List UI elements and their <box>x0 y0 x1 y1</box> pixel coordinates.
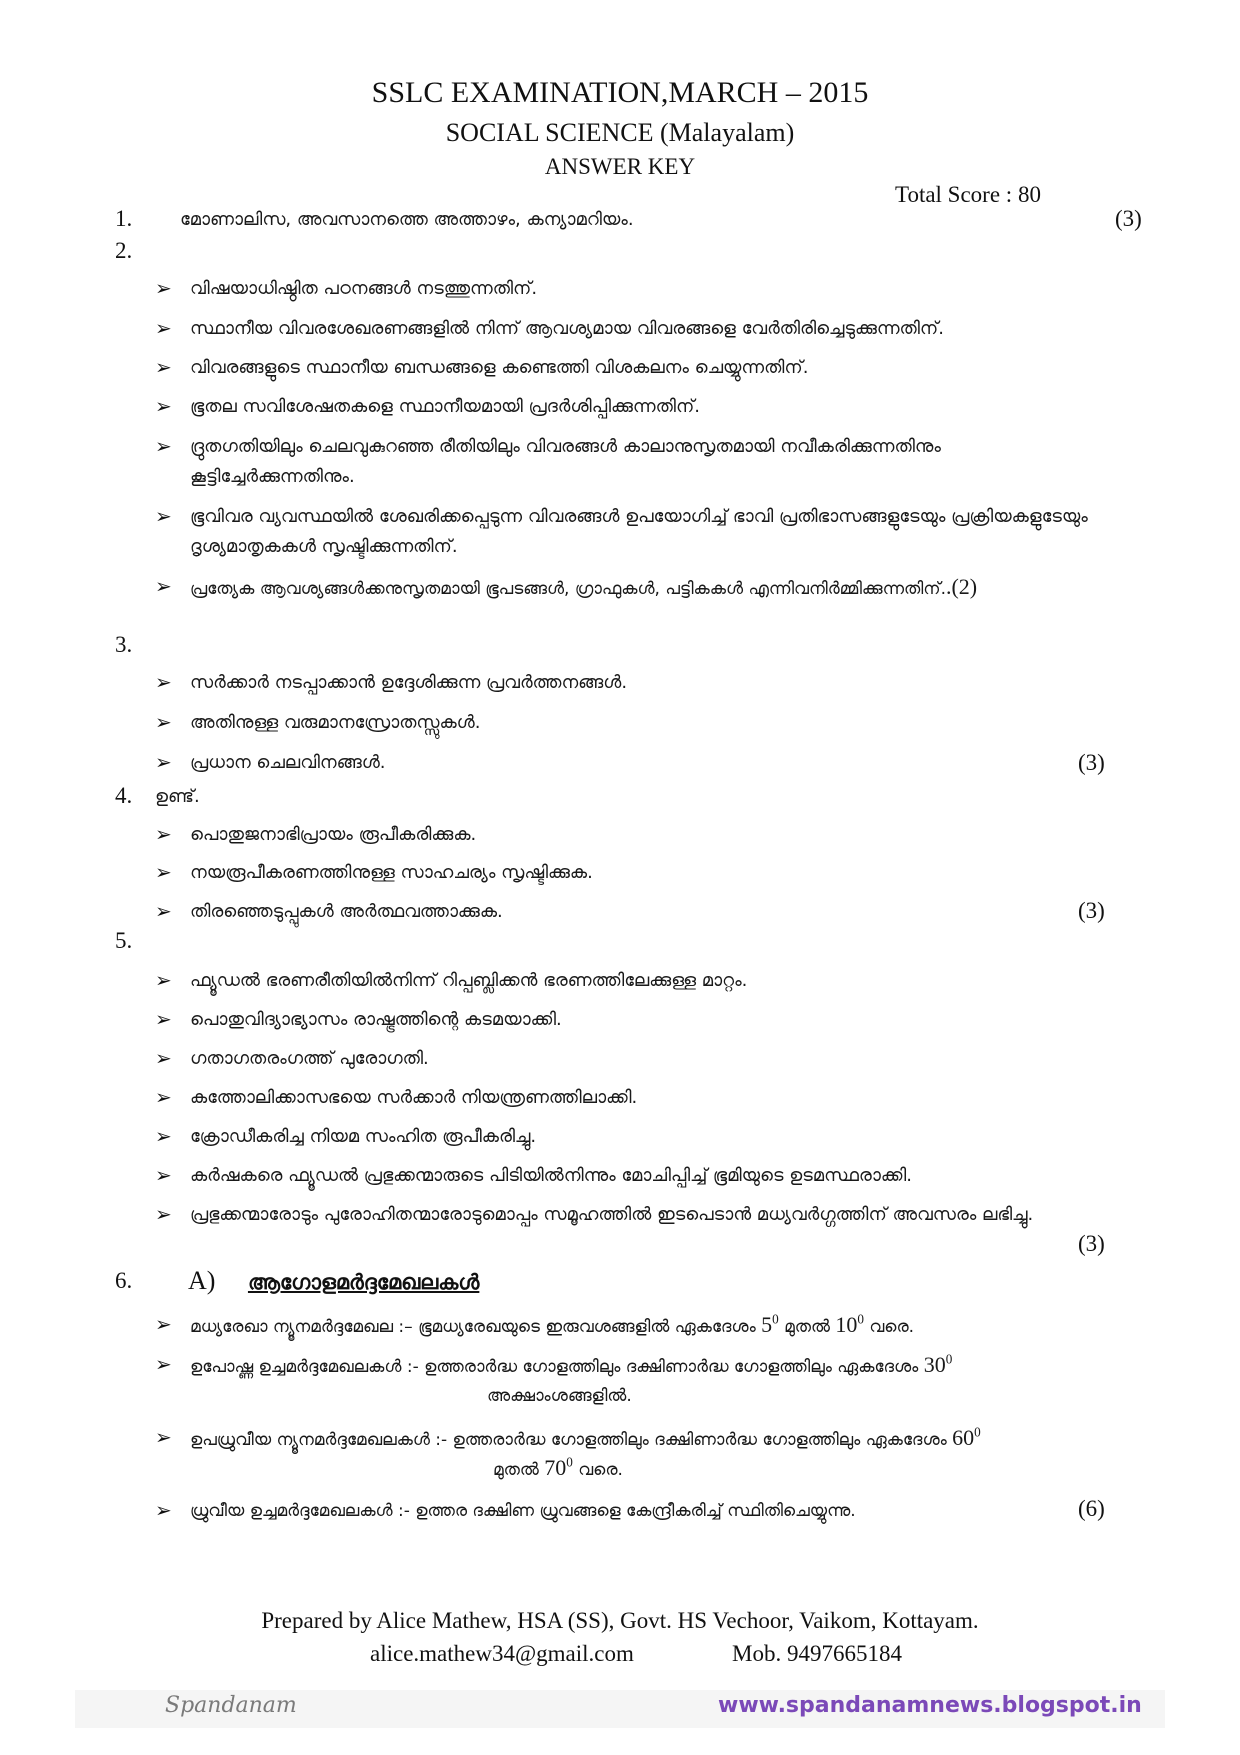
latitude-value: 30 <box>923 1352 946 1377</box>
answer-text: മുതൽ <box>784 1317 830 1337</box>
latitude-value: 10 <box>835 1312 858 1337</box>
score-mark: (3) <box>1078 750 1105 775</box>
answer-text: പ്രഭുക്കന്മാരോടും പുരോഹിതന്മാരോടുമൊപ്പം സമൂഹത്തിൽ ഇടപെടാൻ മധ്യവർഗ്ഗത്തിന് അവസരം ലഭിച്ചു. <box>190 1204 1034 1225</box>
answer-text: ധ്രുവീയ ഉച്ചമർദ്ദമേഖലകൾ :- ഉത്തര ദക്ഷിണ ധ്രുവങ്ങളെ കേന്ദ്രീകരിച്ച് സ്ഥിതിചെയ്യുന്നു. <box>190 1501 856 1521</box>
answer-text: അക്ഷാംശങ്ങളിൽ. <box>487 1386 632 1406</box>
degree-mark: 0 <box>772 1311 779 1327</box>
answer-text: വരെ. <box>578 1460 623 1480</box>
arrow-bullet-icon: ➢ <box>155 434 172 458</box>
author-mobile: Mob. 9497665184 <box>732 1641 902 1666</box>
answer-text: ഫ്യൂഡൽ ഭരണരീതിയിൽനിന്ന് റിപ്പബ്ലിക്കൻ ഭരണത്തിലേക്കുള്ള മാറ്റം. <box>190 970 748 991</box>
document-subtitle: SOCIAL SCIENCE (Malayalam) <box>445 118 795 147</box>
list-item <box>155 502 1095 562</box>
arrow-bullet-icon: ➢ <box>155 1425 172 1449</box>
answer-text: തിരഞ്ഞെടുപ്പുകൾ അർത്ഥവത്താക്കുക. <box>190 901 503 922</box>
arrow-bullet-icon: ➢ <box>155 1312 172 1336</box>
list-item <box>155 1122 1155 1152</box>
section-title: ആഗോളമർദ്ദമേഖലകൾ <box>247 1270 480 1294</box>
question-number: 3. <box>115 632 133 657</box>
list-item <box>155 1083 1155 1113</box>
arrow-bullet-icon: ➢ <box>155 860 172 884</box>
answer-text: ഉപോഷ്ണ ഉച്ചമർദ്ദമേഖലകൾ :- ഉത്തരാർദ്ധ ഗോളത്തിലും ദക്ഷിണാർദ്ധ ഗോളത്തിലും ഏകദേശം <box>190 1357 919 1377</box>
list-item <box>155 1496 1055 1526</box>
list-item <box>155 966 1155 996</box>
arrow-bullet-icon: ➢ <box>155 670 172 694</box>
score-mark: (3) <box>1115 206 1142 231</box>
arrow-bullet-icon: ➢ <box>155 355 172 379</box>
latitude-value: 60 <box>952 1425 975 1450</box>
author-email: alice.mathew34@gmail.com <box>370 1641 634 1666</box>
list-item <box>155 572 1165 604</box>
list-item <box>155 668 1155 698</box>
score-mark: (3) <box>1078 1231 1105 1256</box>
answer-text: സർക്കാർ നടപ്പാക്കാൻ ഉദ്ദേശിക്കുന്ന പ്രവർത്തനങ്ങൾ. <box>190 672 628 693</box>
list-item <box>155 858 1155 888</box>
list-item <box>155 1310 1155 1342</box>
arrow-bullet-icon: ➢ <box>155 574 172 598</box>
degree-mark: 0 <box>945 1351 953 1367</box>
answer-text: വരെ. <box>869 1317 915 1337</box>
degree-mark: 0 <box>857 1311 864 1327</box>
arrow-bullet-icon: ➢ <box>155 1085 172 1109</box>
answer-text: വിവരങ്ങളുടെ സ്ഥാനീയ ബന്ധങ്ങളെ കണ്ടെത്തി വിശകലനം ചെയ്യുന്നതിന്. <box>190 357 809 378</box>
answer-text: ദ്രുതഗതിയിലും ചെലവുകുറഞ്ഞ രീതിയിലും വിവരങ്ങൾ കാലാനുസൃതമായി നവീകരിക്കുന്നതിനും കൂട്ടിച്ചേർക്കുന്നതിനും. <box>190 436 941 487</box>
arrow-bullet-icon: ➢ <box>155 1163 172 1187</box>
list-item <box>155 314 1155 344</box>
list-item <box>155 708 1155 738</box>
arrow-bullet-icon: ➢ <box>155 1498 172 1522</box>
degree-mark: 0 <box>566 1454 573 1470</box>
list-item <box>155 897 1155 927</box>
list-item <box>155 274 1155 304</box>
document-title: SSLC EXAMINATION,MARCH – 2015 <box>371 76 869 109</box>
prepared-by: Prepared by Alice Mathew, HSA (SS), Govt. HS Vechoor, Vaikom, Kottayam. <box>261 1608 979 1633</box>
list-item <box>155 820 1155 850</box>
list-item <box>155 1350 1165 1382</box>
answer-text: പൊതുവിദ്യാഭ്യാസം രാഷ്ട്രത്തിന്റെ കടമയാക്കി. <box>190 1009 562 1030</box>
degree-mark: 0 <box>974 1424 981 1440</box>
answer-text: ഉപധ്രുവീയ ന്യൂനമർദ്ദമേഖലകൾ :- ഉത്തരാർദ്ധ ഗോളത്തിലും ദക്ഷിണാർദ്ധ ഗോളത്തിലും ഏകദേശം <box>190 1430 947 1450</box>
list-item <box>155 392 1155 422</box>
answer-text: ഉണ്ട്. <box>155 786 200 807</box>
answer-text: പൊതുജനാഭിപ്രായം രൂപീകരിക്കുക. <box>190 824 477 845</box>
total-score: Total Score : 80 <box>895 182 1041 207</box>
list-item <box>155 1005 1155 1035</box>
arrow-bullet-icon: ➢ <box>155 316 172 340</box>
arrow-bullet-icon: ➢ <box>155 504 172 528</box>
answer-text: കർഷകരെ ഫ്യൂഡൽ പ്രഭുക്കന്മാരുടെ പിടിയിൽനിന്നും മോചിപ്പിച്ച് ഭൂമിയുടെ ഉടമസ്ഥരാക്കി. <box>190 1165 912 1186</box>
answer-text: നയരൂപീകരണത്തിനുള്ള സാഹചര്യം സൃഷ്ടിക്കുക. <box>190 862 593 883</box>
arrow-bullet-icon: ➢ <box>155 1007 172 1031</box>
question-number: 4. <box>115 783 133 808</box>
answer-text: ഗതാഗതരംഗത്ത് പുരോഗതി. <box>190 1048 429 1069</box>
score-mark: (6) <box>1078 1496 1105 1521</box>
arrow-bullet-icon: ➢ <box>155 1124 172 1148</box>
list-item <box>155 1161 1155 1191</box>
question-number: 6. <box>115 1268 133 1293</box>
answer-text: കത്തോലിക്കാസഭയെ സർക്കാർ നിയന്ത്രണത്തിലാക്കി. <box>190 1087 638 1108</box>
list-item <box>155 353 1155 383</box>
list-item <box>155 748 1155 778</box>
arrow-bullet-icon: ➢ <box>155 710 172 734</box>
brand-url-link[interactable]: www.spandanamnews.blogspot.in <box>718 1693 1142 1718</box>
score-mark: (3) <box>1078 898 1105 923</box>
section-heading <box>188 1266 479 1296</box>
arrow-bullet-icon: ➢ <box>155 276 172 300</box>
arrow-bullet-icon: ➢ <box>155 750 172 774</box>
latitude-value: 70 <box>544 1455 567 1480</box>
latitude-value: 5 <box>761 1312 773 1337</box>
question-number: 5. <box>115 928 133 953</box>
arrow-bullet-icon: ➢ <box>155 1352 172 1376</box>
list-item <box>155 432 1095 492</box>
arrow-bullet-icon: ➢ <box>155 968 172 992</box>
answer-text: പ്രത്യേക ആവശ്യങ്ങൾക്കനുസൃതമായി ഭൂപടങ്ങൾ, ഗ്രാഫുകൾ, പട്ടികകൾ എന്നിവനിർമ്മിക്കുന്നതിന്. <box>190 579 946 599</box>
answer-text: ക്രോഡീകരിച്ച നിയമ സംഹിത രൂപീകരിച്ചു. <box>190 1126 537 1147</box>
section-label: A) <box>188 1266 216 1295</box>
list-item <box>155 1044 1155 1074</box>
answer-text: മോണാലിസ, അവസാനത്തെ അത്താഴം, കന്യാമറിയം. <box>180 209 634 230</box>
arrow-bullet-icon: ➢ <box>155 394 172 418</box>
answer-text: വിഷയാധിഷ്ഠിത പഠനങ്ങൾ നടത്തുന്നതിന്. <box>190 278 538 299</box>
answer-text: സ്ഥാനീയ വിവരശേഖരണങ്ങളിൽ നിന്ന് ആവശ്യമായ വിവരങ്ങളെ വേർതിരിച്ചെടുക്കുന്നതിന്. <box>190 318 944 339</box>
brand-logo: Spandanam <box>165 1693 297 1718</box>
answer-text: പ്രധാന ചെലവിനങ്ങൾ. <box>190 752 386 773</box>
answer-text: മുതൽ <box>493 1460 539 1480</box>
answer-text: മധ്യരേഖാ ന്യൂനമർദ്ദമേഖല :– ഭൂമധ്യരേഖയുടെ ഇരുവശങ്ങളിൽ ഏകദേശം <box>190 1317 756 1337</box>
answer-key-heading: ANSWER KEY <box>544 154 696 179</box>
list-item <box>155 1423 1165 1455</box>
answer-text: ഭൂതല സവിശേഷതകളെ സ്ഥാനീയമായി പ്രദർശിപ്പിക്കുന്നതിന്. <box>190 396 700 417</box>
answer-text: അതിനുള്ള വരുമാനസ്രോതസ്സുകൾ. <box>190 712 481 733</box>
arrow-bullet-icon: ➢ <box>155 1046 172 1070</box>
score-mark: .(2) <box>945 574 978 599</box>
arrow-bullet-icon: ➢ <box>155 822 172 846</box>
arrow-bullet-icon: ➢ <box>155 899 172 923</box>
arrow-bullet-icon: ➢ <box>155 1202 172 1226</box>
question-number: 1. <box>115 206 133 231</box>
answer-text: ഭൂവിവര വ്യവസ്ഥയിൽ ശേഖരിക്കപ്പെടുന്ന വിവരങ്ങൾ ഉപയോഗിച്ച് ഭാവി പ്രതിഭാസങ്ങളുടേയും പ്രക്രിയകളുടേയും ദൃശ്യമാതൃകകൾ സൃഷ്ടിക്കുന്നതിന്. <box>190 506 1088 557</box>
question-number: 2. <box>115 238 133 263</box>
list-item <box>155 1200 1095 1230</box>
